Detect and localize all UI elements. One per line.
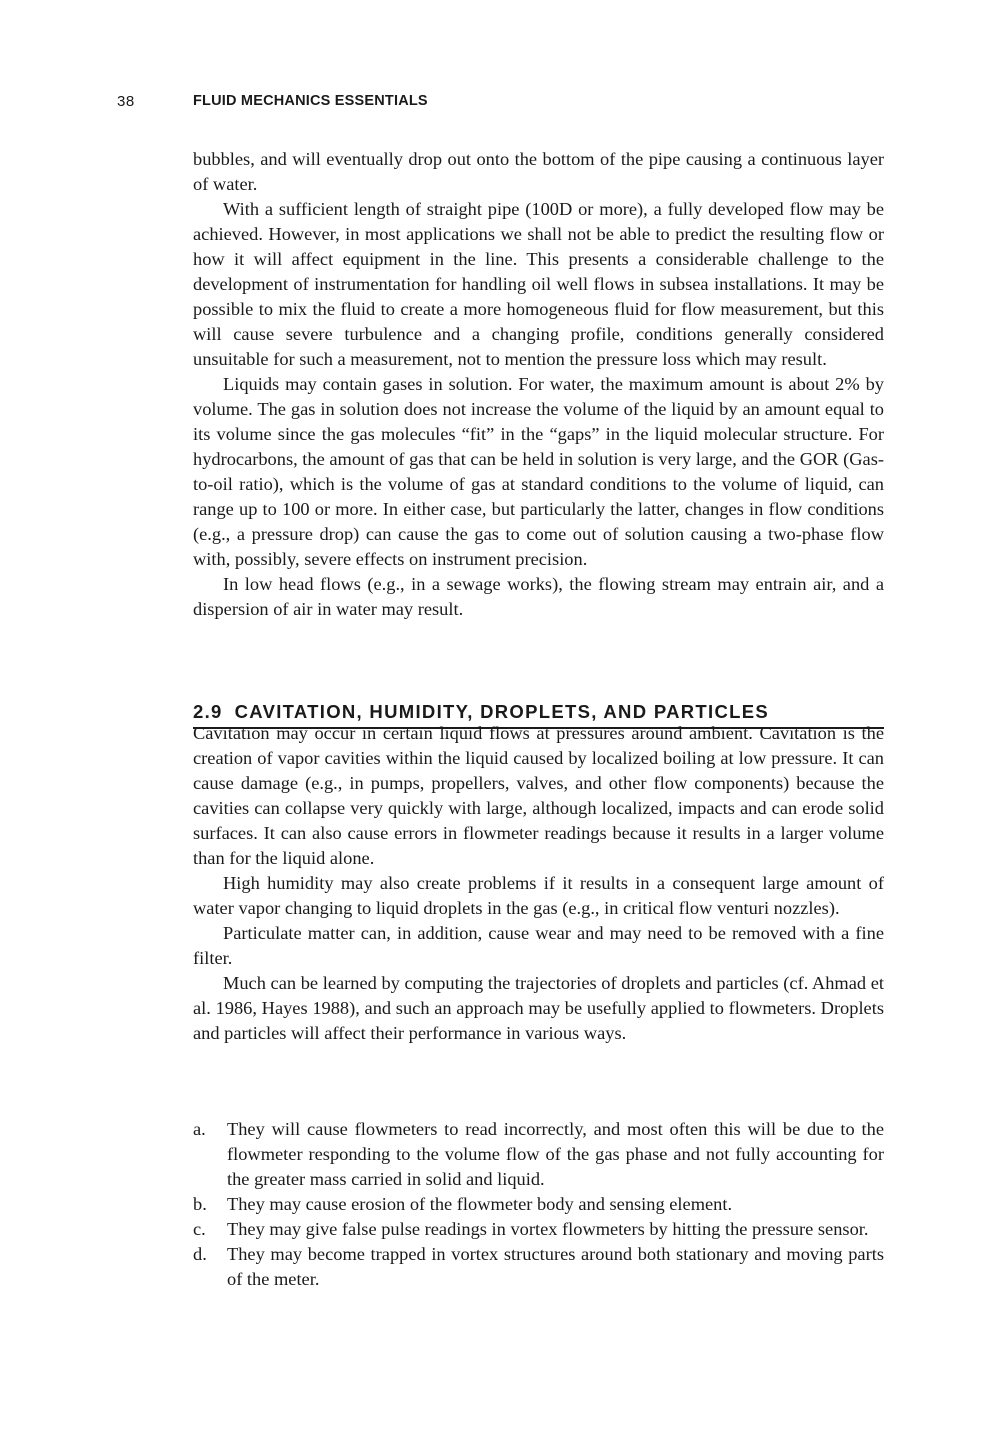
paragraph: Cavitation may occur in certain liquid flows at pressures around ambient. Cavitation is the creation of vapor cavities within the liquid caused by localized boiling at low pressure. It can cause damage (e.g., in pumps, propellers, valves, and other flow components) because the cavities can collapse very quickly with large, although localized, impacts and can erode solid surfaces. It can also cause errors in flowmeter readings because it results in a larger volume than for the liquid alone.	[193, 723, 884, 868]
paragraph: Liquids may contain gases in solution. For water, the maximum amount is about 2% by volume. The gas in solution does not increase the volume of the liquid by an amount equal to its volume since the gas molecules “fit” in the “gaps” in the liquid molecular structure. For hydrocarbons, the amount of gas that can be held in solution is very large, and the GOR (Gas-to-oil ratio), which is the volume of gas at standard conditions to the volume of liquid, can range up to 100 or more. In either case, but particularly the latter, changes in flow conditions (e.g., a pressure drop) can cause the gas to come out of solution causing a two-phase flow with, possibly, severe effects on instrument precision.	[193, 374, 884, 569]
paragraph: Particulate matter can, in addition, cause wear and may need to be removed with a fine filter.	[193, 923, 884, 968]
list-item	[193, 1242, 884, 1292]
section-number: 2.9	[193, 701, 223, 722]
running-title: FLUID MECHANICS ESSENTIALS	[193, 93, 428, 109]
list-marker: c.	[193, 1219, 206, 1239]
intro-text-block	[193, 147, 884, 622]
list-marker: d.	[193, 1244, 207, 1264]
running-head	[0, 93, 1008, 115]
list-item-text: They may cause erosion of the flowmeter body and sensing element.	[227, 1194, 733, 1214]
list-marker: a.	[193, 1119, 206, 1139]
list-item-text: They may become trapped in vortex structures around both stationary and moving parts of the meter.	[227, 1244, 884, 1289]
list-item	[193, 1217, 884, 1242]
paragraph: With a sufficient length of straight pipe (100D or more), a fully developed flow may be achieved. However, in most applications we shall not be able to predict the resulting flow or how it will affect equipment in the line. This presents a considerable challenge to the development of instrumentation for handling oil well flows in subsea installations. It may be possible to mix the fluid to create a more homogeneous fluid for flow measurement, but this will cause severe turbulence and a changing profile, conditions generally considered unsuitable for such a measurement, not to mention the pressure loss which may result.	[193, 199, 884, 369]
list-item-text: They will cause flowmeters to read incorrectly, and most often this will be due to the flowmeter responding to the volume flow of the gas phase and not fully accounting for the greater mass carried in solid and liquid.	[227, 1119, 884, 1189]
page-number: 38	[117, 93, 135, 110]
paragraph: Much can be learned by computing the trajectories of droplets and particles (cf. Ahmad et al. 1986, Hayes 1988), and such an approach may be usefully applied to flowmeters. Droplets and particles will affect their performance in various ways.	[193, 973, 884, 1043]
effects-list	[193, 1117, 884, 1292]
paragraph: In low head flows (e.g., in a sewage works), the flowing stream may entrain air, and a dispersion of air in water may result.	[193, 574, 884, 619]
list-item-text: They may give false pulse readings in vortex flowmeters by hitting the pressure sensor.	[227, 1219, 869, 1239]
section-text-block	[193, 721, 884, 1046]
list-item	[193, 1117, 884, 1192]
section-title: CAVITATION, HUMIDITY, DROPLETS, AND PARTICLES	[234, 701, 769, 722]
list-marker: b.	[193, 1194, 207, 1214]
list-item	[193, 1192, 884, 1217]
paragraph: High humidity may also create problems if it results in a consequent large amount of water vapor changing to liquid droplets in the gas (e.g., in critical flow venturi nozzles).	[193, 873, 884, 918]
paragraph: bubbles, and will eventually drop out onto the bottom of the pipe causing a continuous layer of water.	[193, 149, 884, 194]
